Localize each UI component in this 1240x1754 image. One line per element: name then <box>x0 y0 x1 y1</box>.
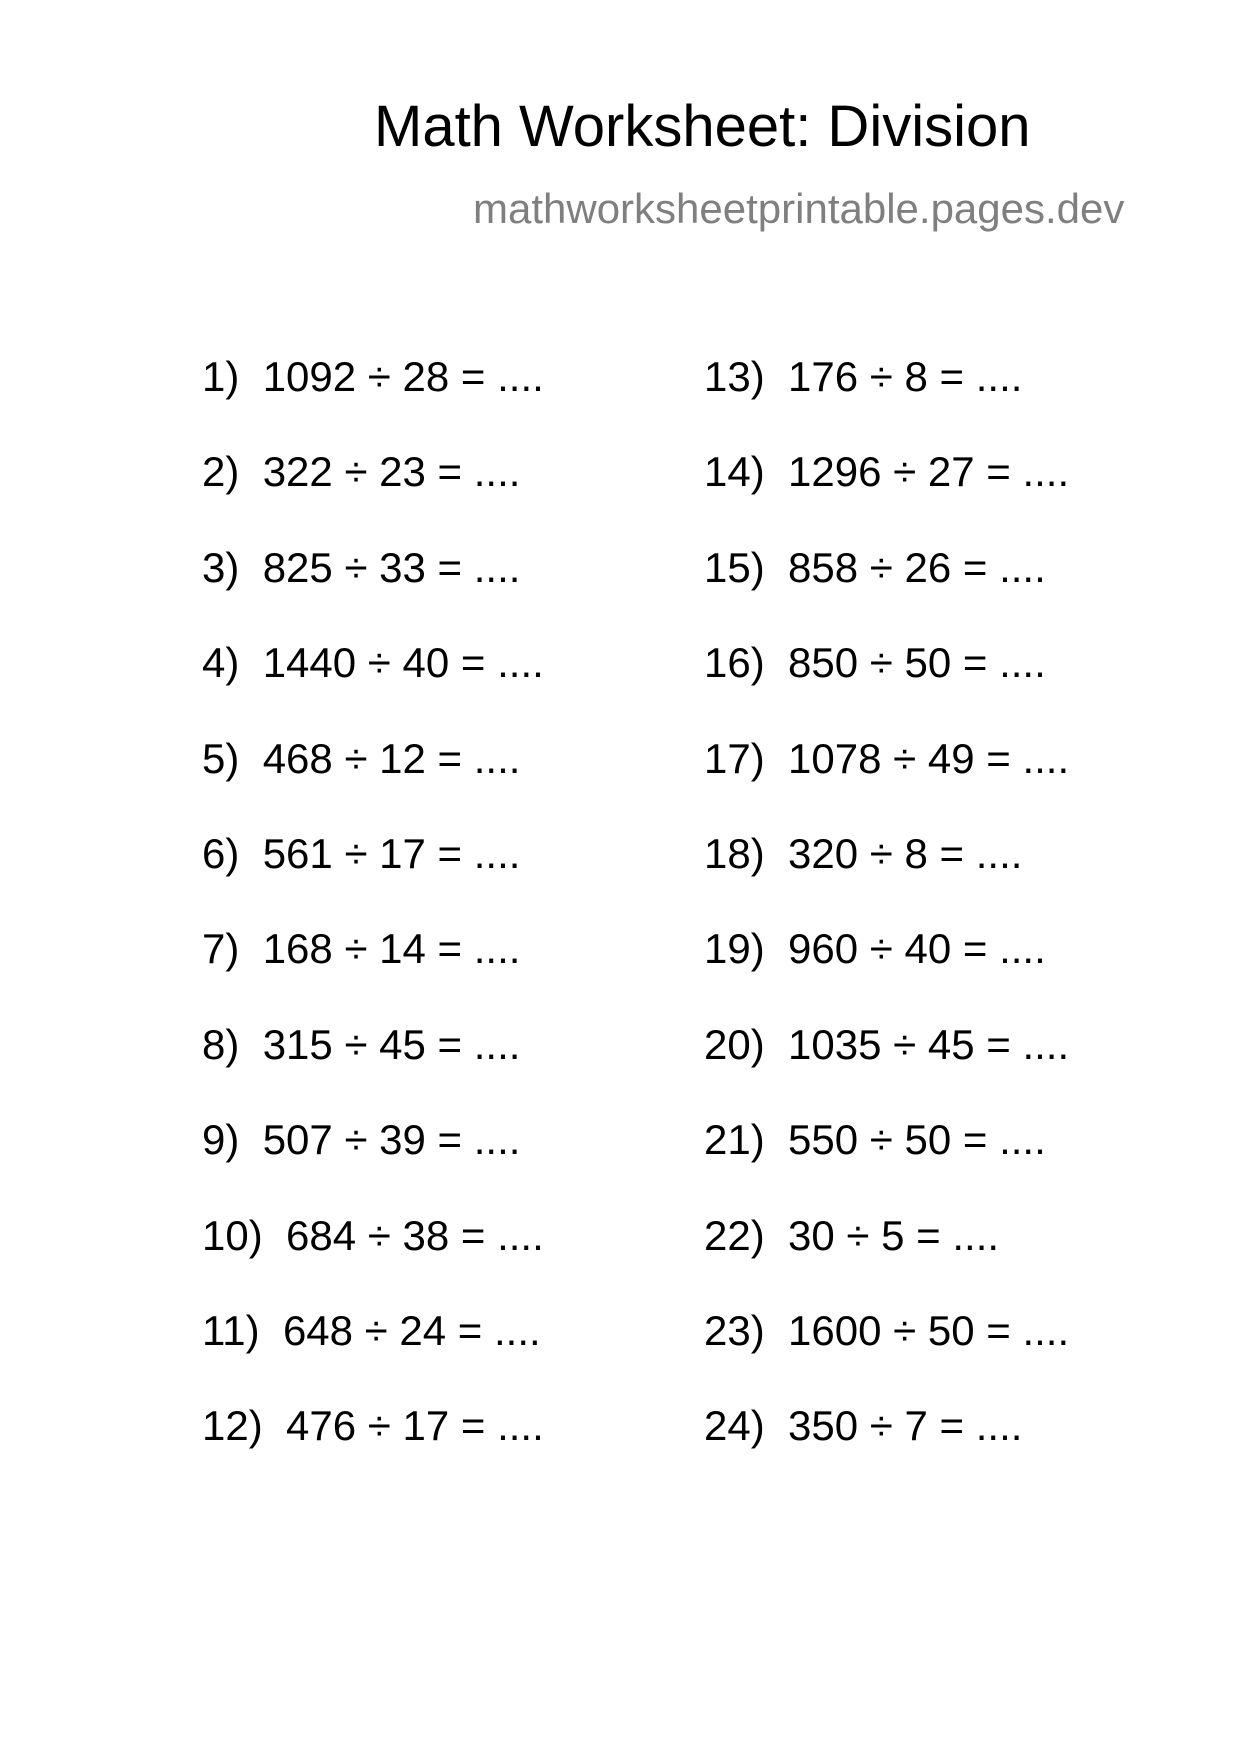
problem-item <box>704 1307 1204 1402</box>
problem-number: 16) <box>704 639 765 687</box>
problem-number: 22) <box>704 1211 765 1259</box>
problem-expression: 322 ÷ 23 = .... <box>262 448 521 496</box>
problem-expression: 1296 ÷ 27 = .... <box>788 448 1070 496</box>
problem-item <box>202 925 702 1020</box>
problem-number: 11) <box>202 1306 260 1354</box>
problem-number: 23) <box>704 1306 765 1354</box>
problem-number: 13) <box>704 353 765 400</box>
problem-item <box>202 735 702 830</box>
problem-number: 18) <box>704 829 765 877</box>
problem-expression: 1035 ÷ 45 = .... <box>788 1020 1070 1068</box>
problem-item <box>202 830 702 925</box>
problem-item <box>704 1212 1204 1307</box>
problem-item <box>704 1116 1204 1211</box>
problem-item <box>704 448 1204 543</box>
problem-item <box>202 1307 702 1402</box>
problem-item <box>704 1402 1204 1497</box>
problem-number: 24) <box>704 1402 765 1450</box>
problem-expression: 168 ÷ 14 = .... <box>262 925 521 973</box>
problem-expression: 825 ÷ 33 = .... <box>262 543 521 591</box>
problem-expression: 561 ÷ 17 = .... <box>262 829 521 877</box>
problem-expression: 648 ÷ 24 = .... <box>282 1306 541 1354</box>
problem-number: 5) <box>202 734 240 782</box>
problem-expression: 1078 ÷ 49 = .... <box>788 734 1070 782</box>
problem-expression: 315 ÷ 45 = .... <box>262 1020 521 1068</box>
problem-number: 12) <box>202 1402 263 1450</box>
problem-expression: 960 ÷ 40 = .... <box>788 925 1046 973</box>
problem-expression: 176 ÷ 8 = .... <box>788 353 1023 400</box>
problem-expression: 550 ÷ 50 = .... <box>788 1116 1046 1164</box>
problem-item <box>704 735 1204 830</box>
problem-item <box>202 544 702 639</box>
problem-item <box>202 448 702 543</box>
problem-item <box>202 639 702 734</box>
problem-item <box>202 1116 702 1211</box>
problem-item <box>704 639 1204 734</box>
problem-number: 14) <box>704 448 765 496</box>
problem-number: 6) <box>202 829 240 877</box>
problem-number: 1) <box>202 353 240 400</box>
problem-item <box>704 830 1204 925</box>
problem-number: 9) <box>202 1116 240 1164</box>
problem-item <box>704 353 1204 448</box>
problem-expression: 1600 ÷ 50 = .... <box>788 1306 1070 1354</box>
page-title: Math Worksheet: Division <box>374 94 1031 159</box>
problem-column-right <box>704 353 1204 1498</box>
problem-expression: 507 ÷ 39 = .... <box>262 1116 521 1164</box>
problem-column-left <box>202 353 702 1498</box>
problem-item <box>202 1212 702 1307</box>
problem-number: 8) <box>202 1020 240 1068</box>
problem-expression: 1092 ÷ 28 = .... <box>262 353 544 400</box>
problem-number: 20) <box>704 1020 765 1068</box>
problem-number: 4) <box>202 639 240 687</box>
problem-number: 17) <box>704 734 765 782</box>
problem-item <box>704 925 1204 1020</box>
problem-expression: 850 ÷ 50 = .... <box>788 639 1046 687</box>
problem-expression: 476 ÷ 17 = .... <box>286 1402 544 1450</box>
problem-expression: 684 ÷ 38 = .... <box>286 1211 544 1259</box>
problem-number: 7) <box>202 925 240 973</box>
problem-expression: 30 ÷ 5 = .... <box>788 1211 1000 1259</box>
problem-number: 3) <box>202 543 240 591</box>
problem-number: 19) <box>704 925 765 973</box>
problem-item <box>202 1021 702 1116</box>
problem-item <box>704 1021 1204 1116</box>
problem-number: 15) <box>704 543 765 591</box>
problem-number: 2) <box>202 448 240 496</box>
problem-number: 21) <box>704 1116 765 1164</box>
problem-item <box>202 1402 702 1497</box>
problem-number: 10) <box>202 1211 263 1259</box>
problem-expression: 320 ÷ 8 = .... <box>788 829 1023 877</box>
problem-expression: 468 ÷ 12 = .... <box>262 734 521 782</box>
problem-expression: 858 ÷ 26 = .... <box>788 543 1046 591</box>
problem-item <box>202 353 702 448</box>
site-url: mathworksheetprintable.pages.dev <box>473 185 1125 232</box>
problem-item <box>704 544 1204 639</box>
problem-expression: 350 ÷ 7 = .... <box>788 1402 1023 1450</box>
problem-expression: 1440 ÷ 40 = .... <box>262 639 544 687</box>
